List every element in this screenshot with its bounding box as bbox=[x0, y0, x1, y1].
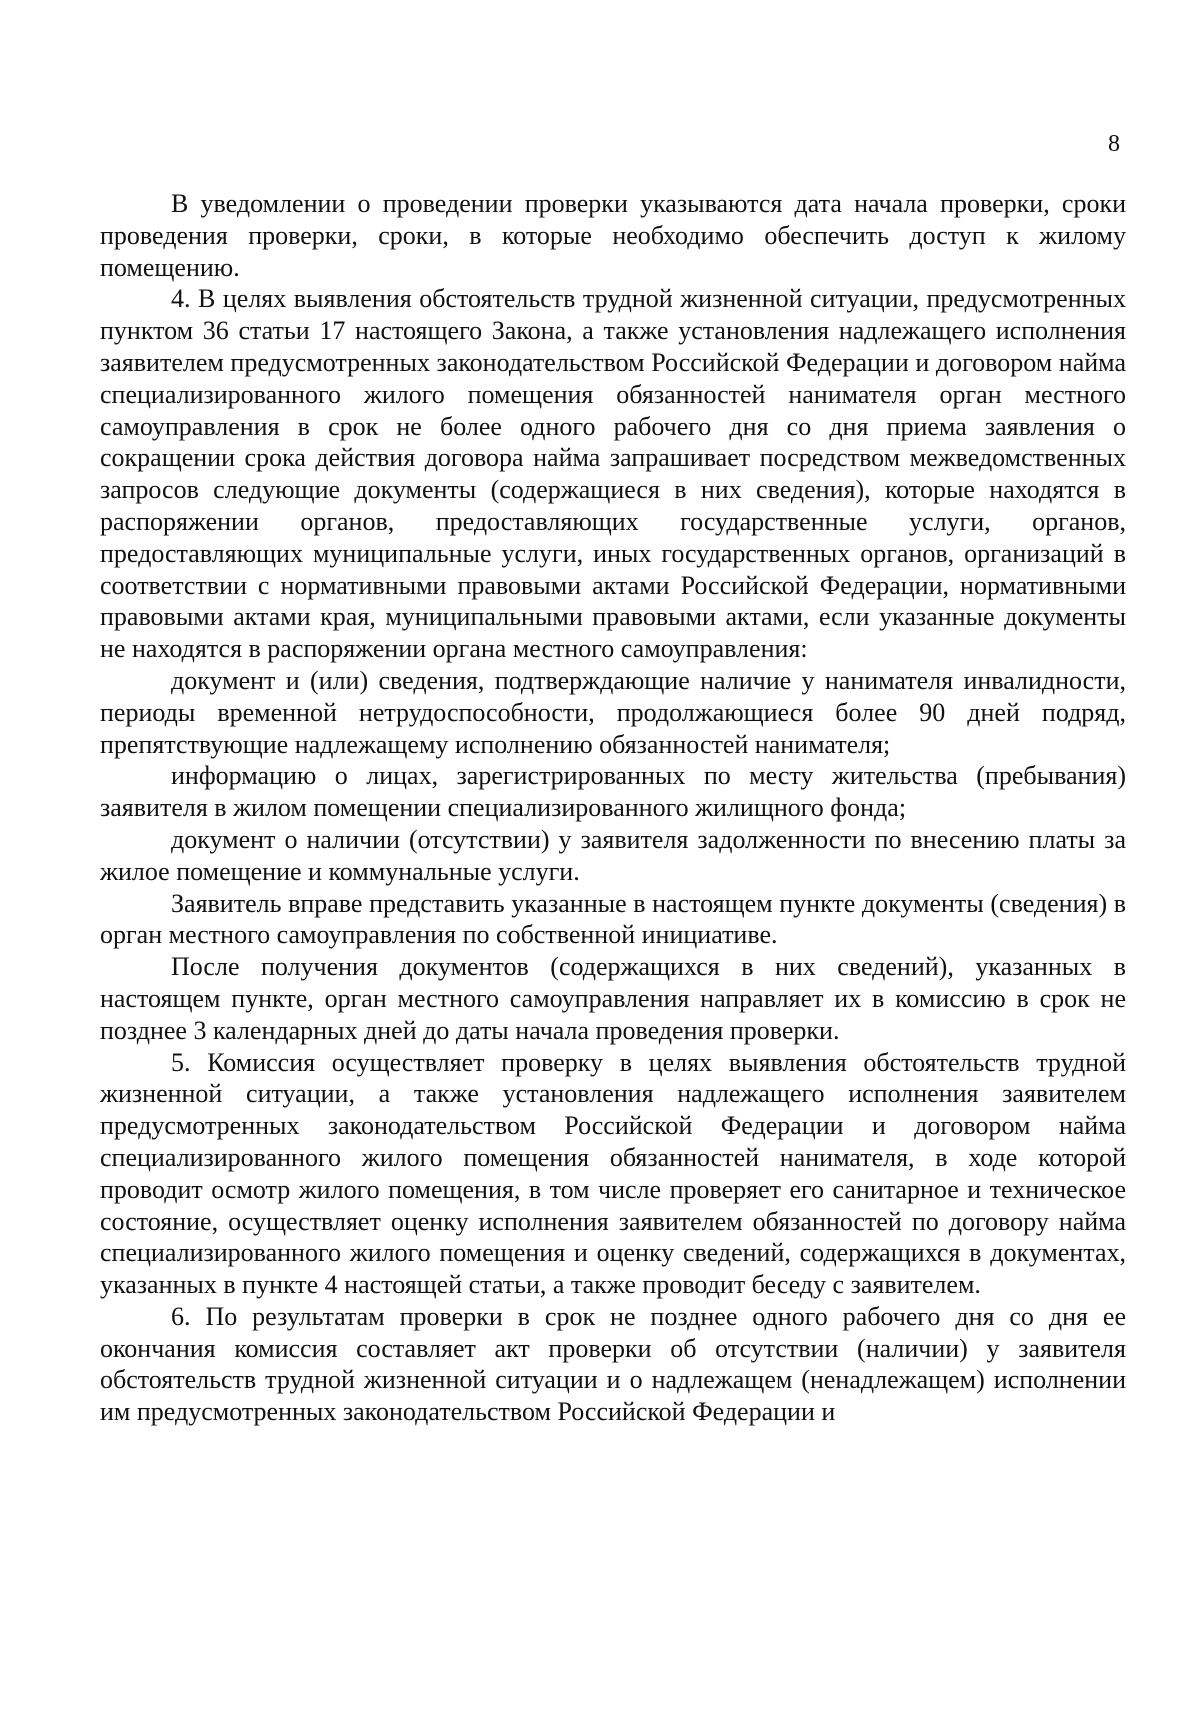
paragraph-applicant-right: Заявитель вправе представить указанные в настоящем пункте документы (сведения) в орган местного самоуправления по собственной инициативе. bbox=[100, 888, 1126, 950]
paragraph-registered-persons: информацию о лицах, зарегистрированных по месту жительства (пребывания) заявителя в жилом помещении специализированного жилищного фонда; bbox=[100, 761, 1126, 823]
paragraph-after-receipt: После получения документов (содержащихся в них сведений), указанных в настоящем пункте, орган местного самоуправления направляет их в комиссию в срок не позднее 3 календарных дней до даты начала проведения проверки. bbox=[100, 952, 1126, 1045]
paragraph-disability-document: документ и (или) сведения, подтверждающие наличие у нанимателя инвалидности, периоды временной нетрудоспособности, продолжающиеся более 90 дней подряд, препятствующие надлежащему исполнению обязанностей нанимателя; bbox=[100, 665, 1126, 759]
paragraph-notification: В уведомлении о проведении проверки указываются дата начала проверки, сроки проведения проверки, сроки, в которые необходимо обеспечить доступ к жилому помещению. bbox=[100, 189, 1126, 282]
paragraph-item-5: 5. Комиссия осуществляет проверку в целях выявления обстоятельств трудной жизненной ситуации, а также установления надлежащего исполнения заявителем предусмотренных законодательством Российской Федерации и договором найма специализированного жилого помещения обязанностей нанимателя, в ходе которой проводит осмотр жилого помещения, в том числе проверяет его санитарное и техническое состояние, осуществляет оценку исполнения заявителем обязанностей по договору найма специализированного жилого помещения и оценку сведений, содержащихся в документах, указанных в пункте 4 настоящей статьи, а также проводит беседу с заявителем. bbox=[100, 1047, 1126, 1300]
paragraph-item-6: 6. По результатам проверки в срок не позднее одного рабочего дня со дня ее окончания комиссия составляет акт проверки об отсутствии (наличии) у заявителя обстоятельств трудной жизненной ситуации и о надлежащем (ненадлежащем) исполнении им предусмотренных законодательством Российской Федерации и bbox=[100, 1301, 1126, 1427]
paragraph-debt-document: документ о наличии (отсутствии) у заявителя задолженности по внесению платы за жилое помещение и коммунальные услуги. bbox=[100, 824, 1126, 886]
document-body bbox=[100, 188, 1126, 1428]
paragraph-item-4: 4. В целях выявления обстоятельств трудной жизненной ситуации, предусмотренных пунктом 36 статьи 17 настоящего Закона, а также установления надлежащего исполнения заявителем предусмотренных законодательством Российской Федерации и договором найма специализированного жилого помещения обязанностей нанимателя орган местного самоуправления в срок не более одного рабочего дня со дня приема заявления о сокращении срока действия договора найма запрашивает посредством межведомственных запросов следующие документы (содержащиеся в них сведения), которые находятся в распоряжении органов, предоставляющих государственные услуги, органов, предоставляющих муниципальные услуги, иных государственных органов, организаций в соответствии с нормативными правовыми актами Российской Федерации, нормативными правовыми актами края, муниципальными правовыми актами, если указанные документы не находятся в распоряжении органа местного самоуправления: bbox=[100, 284, 1126, 664]
page-number: 8 bbox=[1108, 131, 1120, 157]
